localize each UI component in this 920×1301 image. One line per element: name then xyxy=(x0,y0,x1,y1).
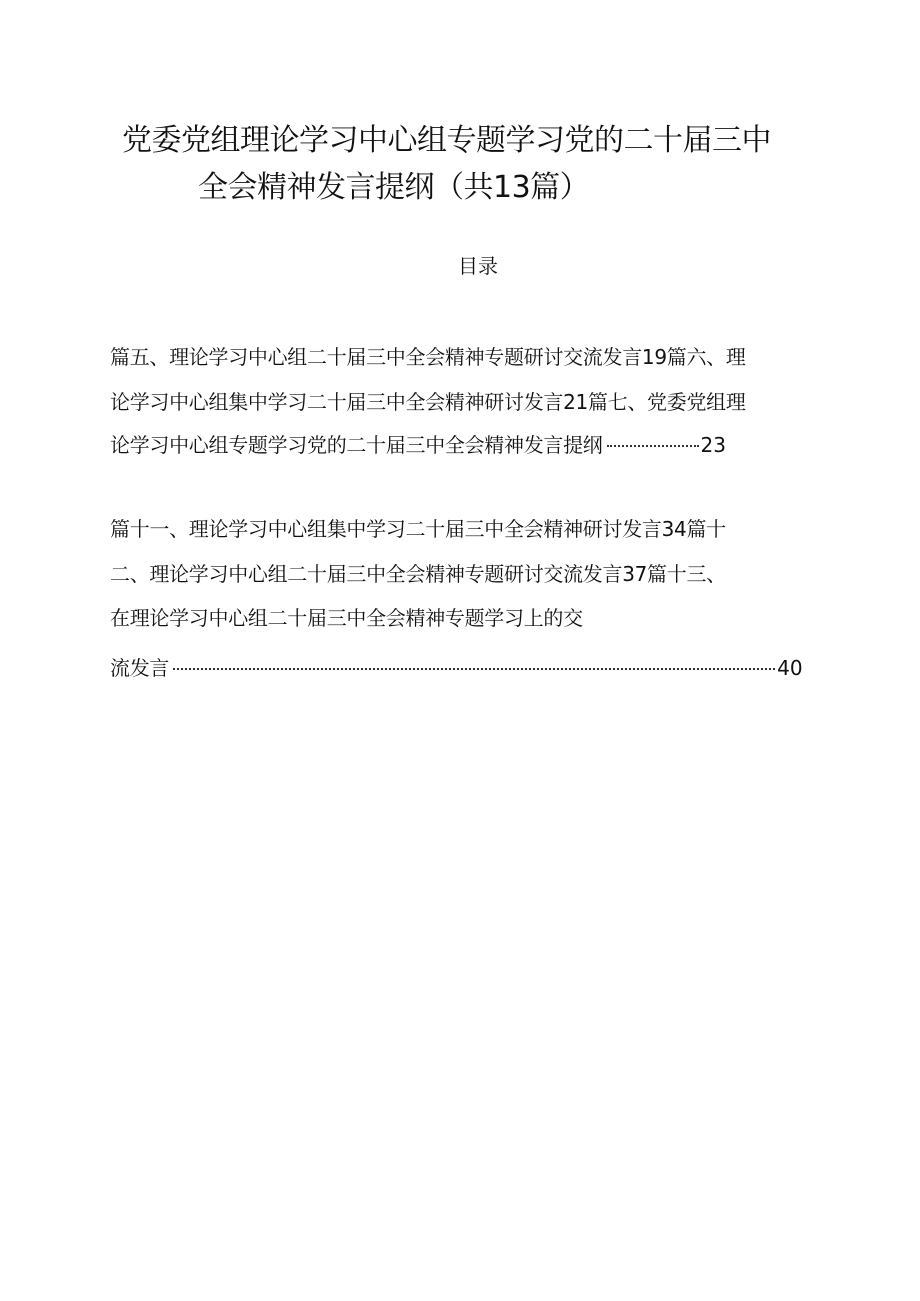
toc-line[interactable] xyxy=(110,654,803,682)
toc-line-text: 流发言 xyxy=(110,656,170,680)
toc-line-text: 在理论学习中心组二十届三中全会精神专题学习上的交 xyxy=(110,606,583,630)
toc-line[interactable] xyxy=(110,560,726,588)
toc-dot-leader xyxy=(173,668,775,670)
toc-line-text: 篇十一、理论学习中心组集中学习二十届三中全会精神研讨发言34篇十 xyxy=(110,517,726,541)
toc-line-text: 论学习中心组集中学习二十届三中全会精神研讨发言21篇七、党委党组理 xyxy=(110,390,746,414)
toc-page-number: 40 xyxy=(777,656,803,680)
toc-line[interactable] xyxy=(110,388,746,416)
toc-dot-leader xyxy=(607,445,699,447)
document-title-line-1: 党委党组理论学习中心组专题学习党的二十届三中 xyxy=(122,123,771,158)
toc-line-text: 论学习中心组专题学习党的二十届三中全会精神发言提纲 xyxy=(110,433,603,457)
toc-heading: 目录 xyxy=(458,254,498,278)
toc-line[interactable] xyxy=(110,343,746,371)
toc-line[interactable] xyxy=(110,604,583,632)
toc-line-text: 篇五、理论学习中心组二十届三中全会精神专题研讨交流发言19篇六、理 xyxy=(110,345,746,369)
toc-line[interactable] xyxy=(110,431,726,459)
toc-line-text: 二、理论学习中心组二十届三中全会精神专题研讨交流发言37篇十三、 xyxy=(110,562,726,586)
document-title-line-2: 全会精神发言提纲（共13篇） xyxy=(198,170,590,205)
toc-page-number: 23 xyxy=(700,433,726,457)
toc-line[interactable] xyxy=(110,515,726,543)
